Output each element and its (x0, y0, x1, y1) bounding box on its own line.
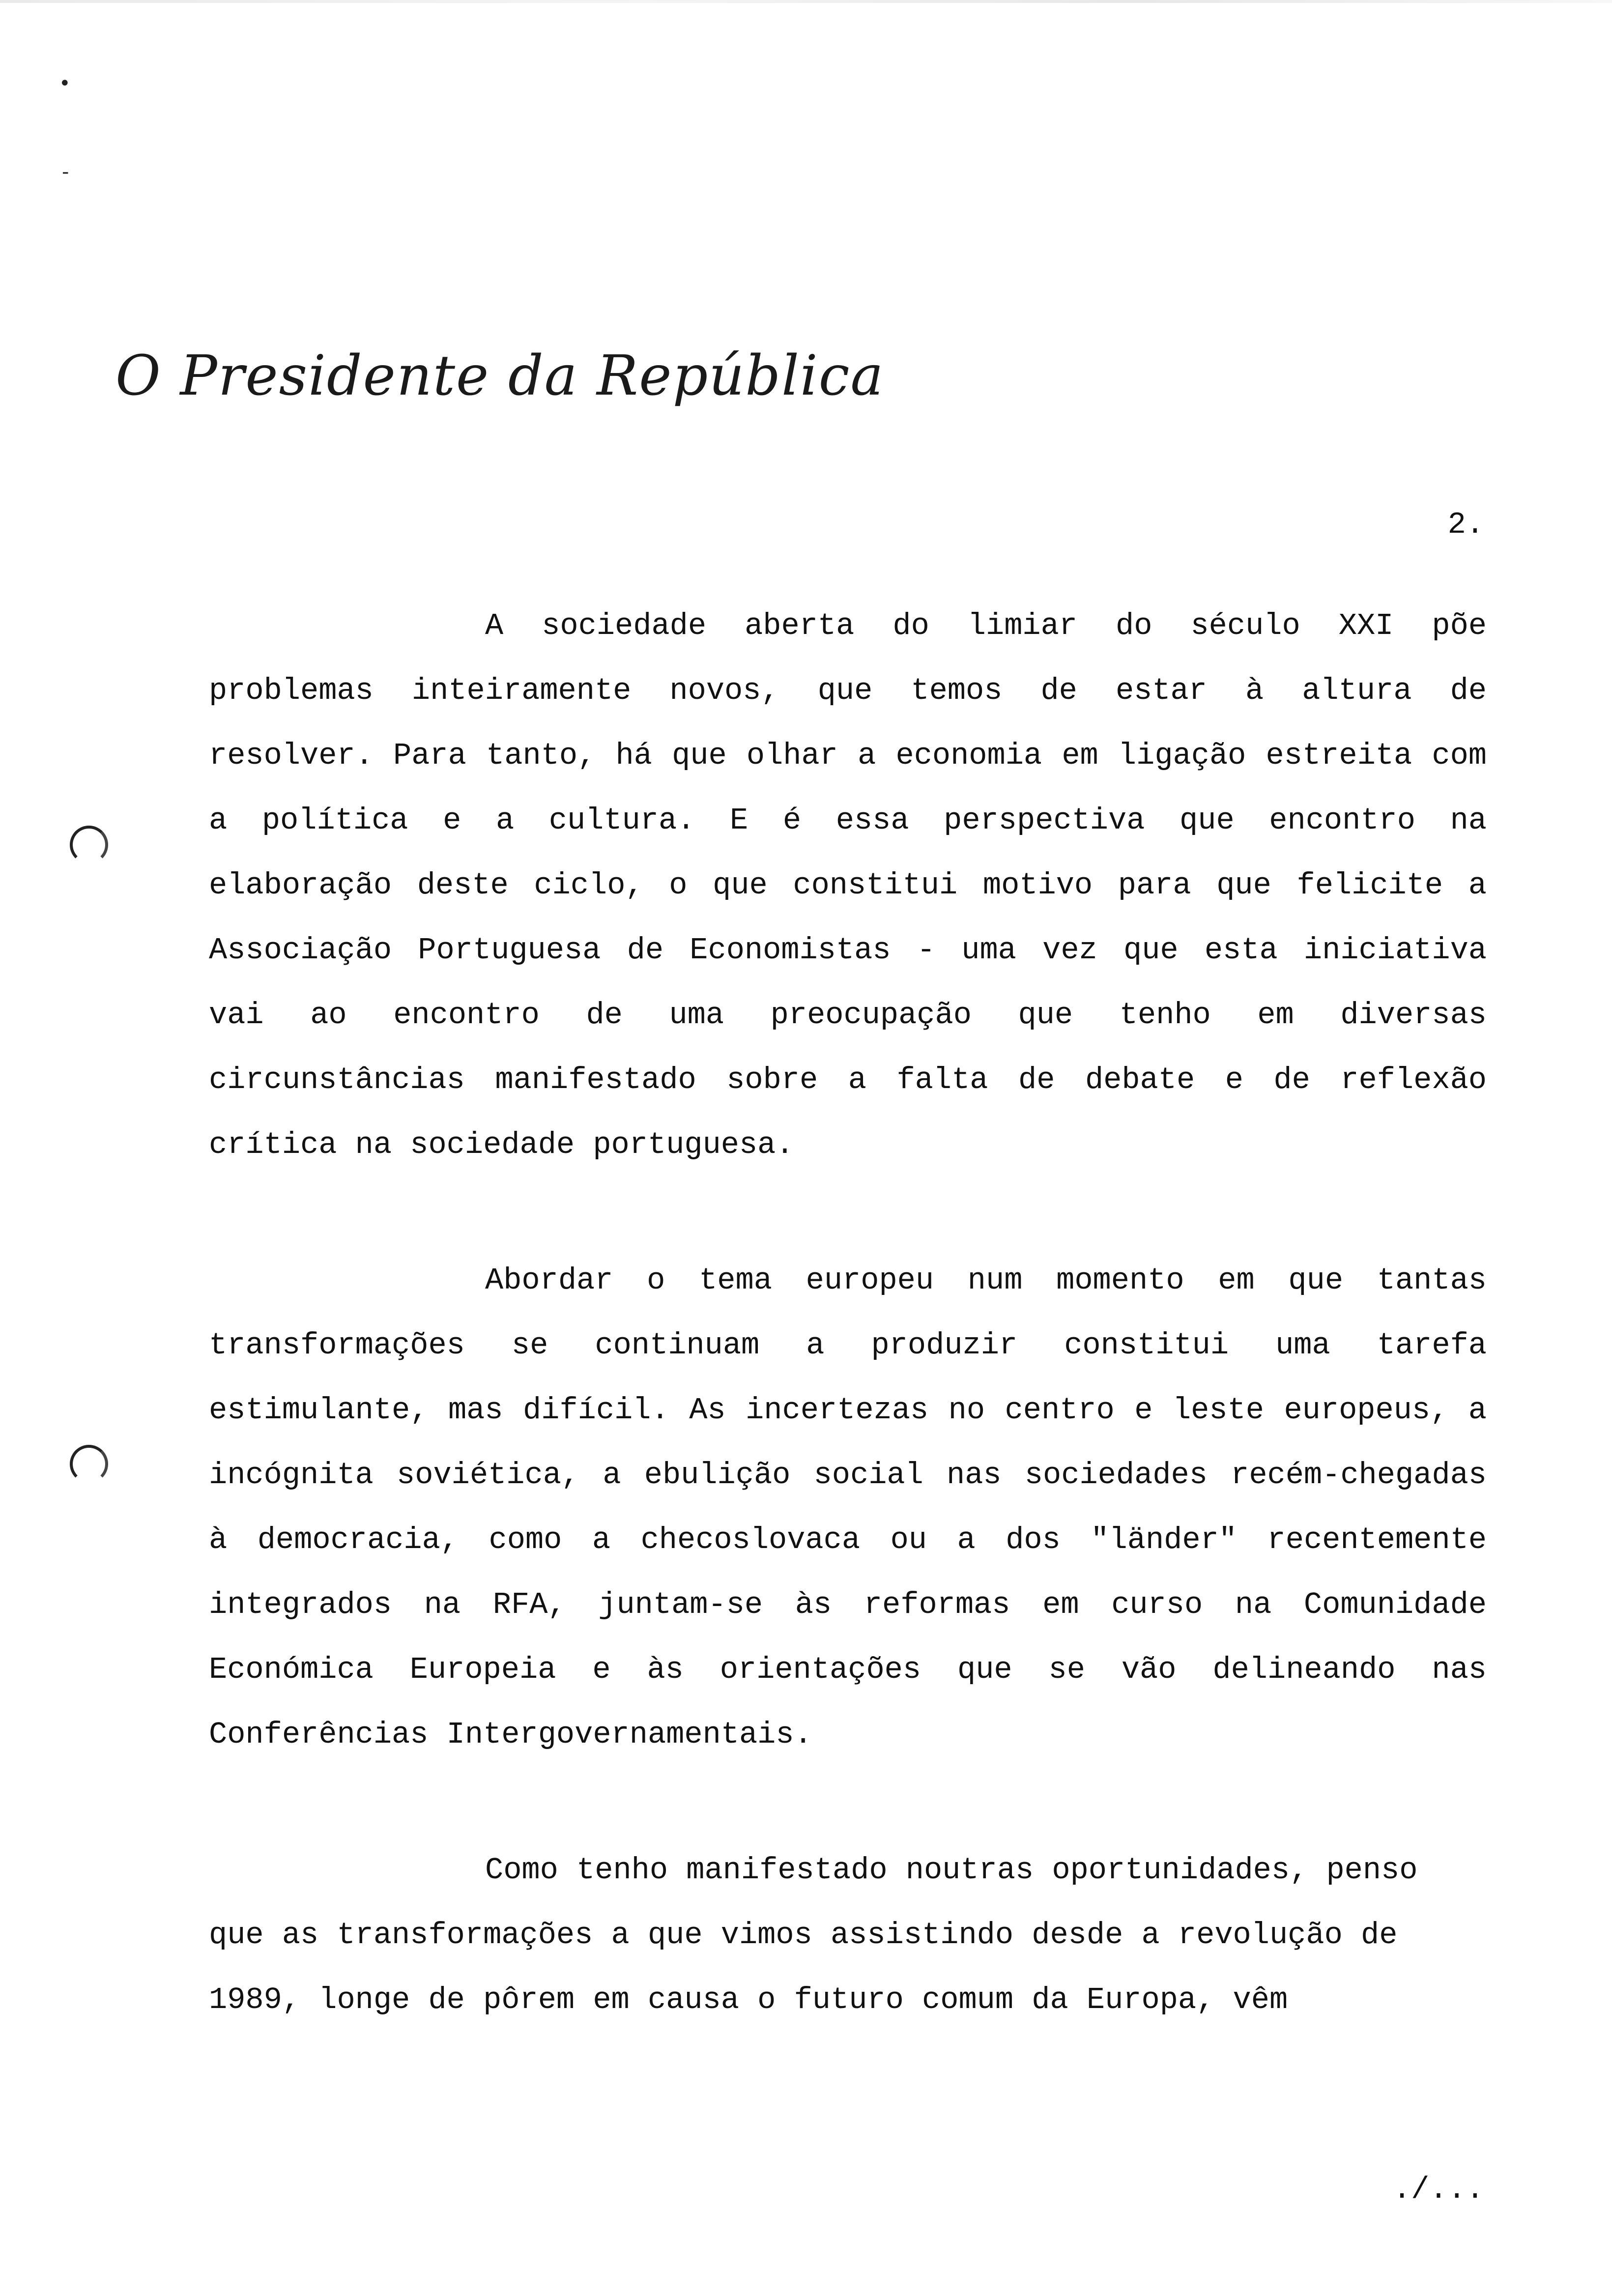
page-number: 2. (1447, 507, 1484, 542)
scan-speck: • (59, 72, 71, 95)
letterhead-title: O Presidente da República (115, 344, 885, 408)
continuation-mark: ./... (1392, 2172, 1484, 2207)
scan-top-edge (0, 0, 1612, 3)
paragraph-1: A sociedade aberta do limiar do século XXI põe problemas inteiramente novos, que temos de estar à altura de resolver. Para tanto, há que olhar a economia em ligação estreita com a política e a cultura. E é essa perspectiva que encontro na elaboração deste ciclo, o que constitui motivo para que felicite a Associação Portuguesa de Economistas - uma vez que esta iniciativa vai ao encontro de uma preocupação que tenho em diversas circunstâncias manifestado sobre a falta de debate e de reflexão crítica na sociedade portuguesa. (209, 608, 1487, 1162)
paragraph-2: Abordar o tema europeu num momento em que tantas transformações se continuam a produzir constitui uma tarefa estimulante, mas difícil. As incertezas no centro e leste europeus, a incógnita soviética, a ebulição social nas sociedades recém-chegadas à democracia, como a checoslovaca ou a dos "länder" recentemente integrados na RFA, juntam-se às reformas em curso na Comunidade Económica Europeia e às orientações que se vão delineando nas Conferências Intergovernamentais. (209, 1263, 1487, 1752)
punch-hole (70, 1445, 108, 1483)
body-paragraph-block (209, 1248, 1487, 1767)
body-paragraph-block (209, 1838, 1487, 2033)
body-paragraph-block (209, 594, 1487, 1177)
punch-hole (70, 826, 108, 864)
paragraph-3: Como tenho manifestado noutras oportunidades, penso que as transformações a que vimos assistindo desde a revolução de 1989, longe de pôrem em causa o futuro comum da Europa, vêm (209, 1853, 1418, 2017)
scan-speck: - (62, 161, 69, 183)
